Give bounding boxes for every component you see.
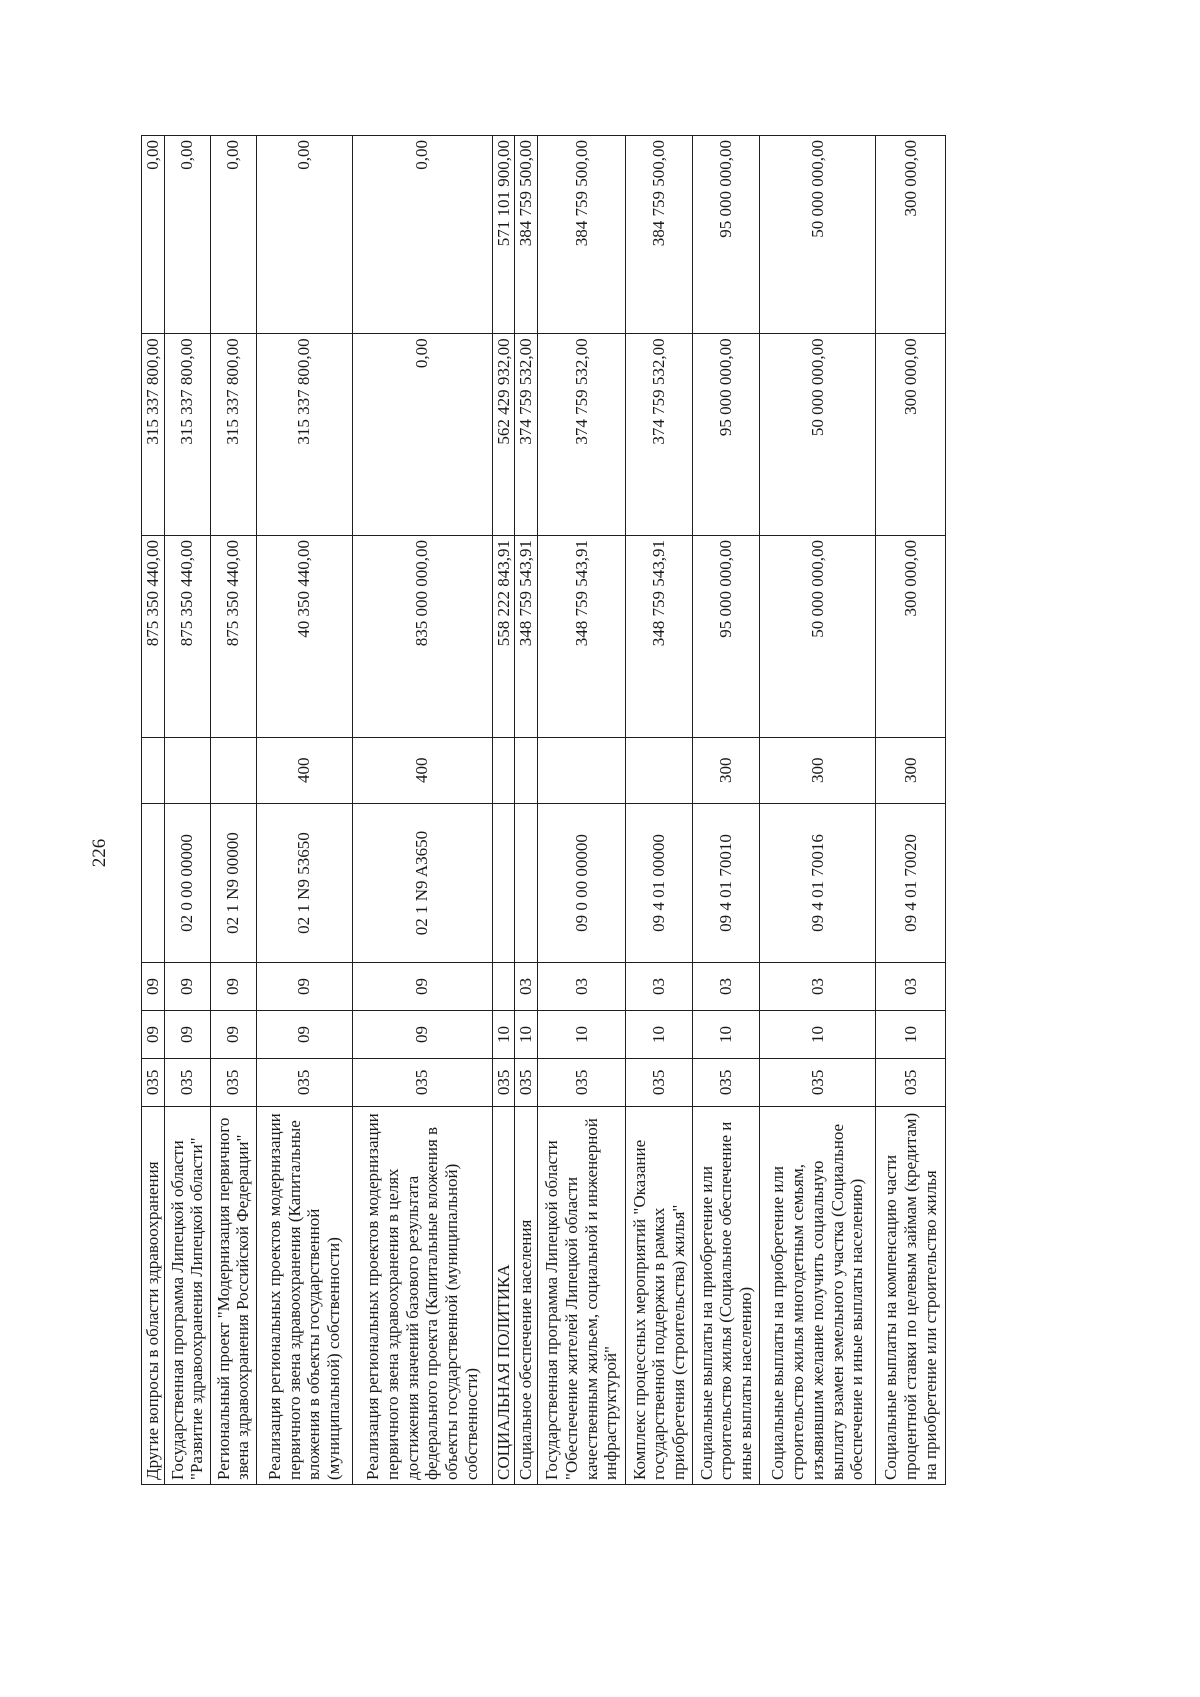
amount-year-3: 0,00 bbox=[256, 136, 352, 334]
row-name: Другие вопросы в области здравоохранения bbox=[142, 1106, 165, 1484]
glava-code: 035 bbox=[210, 1058, 256, 1106]
razdel-code: 10 bbox=[515, 1011, 538, 1059]
podrazdel-code: 09 bbox=[256, 963, 352, 1011]
amount-year-2: 95 000 000,00 bbox=[693, 334, 760, 536]
amount-year-3: 0,00 bbox=[352, 136, 492, 334]
razdel-code: 09 bbox=[352, 1011, 492, 1059]
amount-year-3: 384 759 500,00 bbox=[538, 136, 626, 334]
amount-year-3: 0,00 bbox=[210, 136, 256, 334]
table-row bbox=[352, 136, 492, 1485]
expense-type-code: 300 bbox=[760, 737, 876, 803]
glava-code: 035 bbox=[142, 1058, 165, 1106]
razdel-code: 10 bbox=[626, 1011, 693, 1059]
amount-year-2: 315 337 800,00 bbox=[256, 334, 352, 536]
table-row bbox=[492, 136, 515, 1485]
row-name: Государственная программа Липецкой области "Обеспечение жителей Липецкой области качественным жильем, социальной и инженерной инфраструктурой" bbox=[538, 1106, 626, 1484]
razdel-code: 09 bbox=[256, 1011, 352, 1059]
table-row bbox=[256, 136, 352, 1485]
amount-year-3: 384 759 500,00 bbox=[515, 136, 538, 334]
amount-year-2: 374 759 532,00 bbox=[515, 334, 538, 536]
glava-code: 035 bbox=[164, 1058, 210, 1106]
target-article-code: 09 4 01 00000 bbox=[626, 804, 693, 963]
table-row bbox=[164, 136, 210, 1485]
amount-year-2: 315 337 800,00 bbox=[210, 334, 256, 536]
table-row bbox=[210, 136, 256, 1485]
target-article-code: 02 1 N9 00000 bbox=[210, 804, 256, 963]
amount-year-2: 50 000 000,00 bbox=[760, 334, 876, 536]
table-row bbox=[876, 136, 946, 1485]
razdel-code: 09 bbox=[210, 1011, 256, 1059]
target-article-code bbox=[492, 804, 515, 963]
expense-type-code bbox=[538, 737, 626, 803]
amount-year-3: 95 000 000,00 bbox=[693, 136, 760, 334]
table-row bbox=[626, 136, 693, 1485]
podrazdel-code: 09 bbox=[142, 963, 165, 1011]
table-row bbox=[760, 136, 876, 1485]
amount-year-1: 875 350 440,00 bbox=[142, 535, 165, 737]
podrazdel-code: 03 bbox=[693, 963, 760, 1011]
amount-year-3: 300 000,00 bbox=[876, 136, 946, 334]
podrazdel-code: 03 bbox=[626, 963, 693, 1011]
row-name: Комплекс процессных мероприятий "Оказание государственной поддержки в рамках приобретения (строительства) жилья" bbox=[626, 1106, 693, 1484]
expense-type-code: 400 bbox=[352, 737, 492, 803]
target-article-code: 02 1 N9 A3650 bbox=[352, 804, 492, 963]
podrazdel-code: 03 bbox=[876, 963, 946, 1011]
podrazdel-code: 03 bbox=[515, 963, 538, 1011]
table-row bbox=[693, 136, 760, 1485]
amount-year-2: 315 337 800,00 bbox=[164, 334, 210, 536]
row-name: Реализация региональных проектов модернизации первичного звена здравоохранения в целях достижения значений базового результата федерального проекта (Капитальные вложения в объекты государственной (муниципальной) собственности) bbox=[352, 1106, 492, 1484]
expense-type-code bbox=[492, 737, 515, 803]
expense-type-code bbox=[164, 737, 210, 803]
expense-type-code: 400 bbox=[256, 737, 352, 803]
podrazdel-code: 03 bbox=[538, 963, 626, 1011]
amount-year-3: 0,00 bbox=[164, 136, 210, 334]
target-article-code: 09 4 01 70010 bbox=[693, 804, 760, 963]
podrazdel-code: 09 bbox=[352, 963, 492, 1011]
amount-year-1: 875 350 440,00 bbox=[164, 535, 210, 737]
target-article-code: 09 4 01 70020 bbox=[876, 804, 946, 963]
target-article-code bbox=[515, 804, 538, 963]
table-row bbox=[142, 136, 165, 1485]
amount-year-3: 0,00 bbox=[142, 136, 165, 334]
target-article-code bbox=[142, 804, 165, 963]
glava-code: 035 bbox=[538, 1058, 626, 1106]
razdel-code: 10 bbox=[492, 1011, 515, 1059]
podrazdel-code: 03 bbox=[760, 963, 876, 1011]
razdel-code: 09 bbox=[164, 1011, 210, 1059]
podrazdel-code bbox=[492, 963, 515, 1011]
amount-year-1: 875 350 440,00 bbox=[210, 535, 256, 737]
row-name: СОЦИАЛЬНАЯ ПОЛИТИКА bbox=[492, 1106, 515, 1484]
row-name: Реализация региональных проектов модернизации первичного звена здравоохранения (Капитальные вложения в объекты государственной (муниципальной) собственности) bbox=[256, 1106, 352, 1484]
amount-year-3: 50 000 000,00 bbox=[760, 136, 876, 334]
amount-year-1: 40 350 440,00 bbox=[256, 535, 352, 737]
row-name: Социальные выплаты на компенсацию части процентной ставки по целевым займам (кредитам) на приобретение или строительство жилья bbox=[876, 1106, 946, 1484]
amount-year-1: 95 000 000,00 bbox=[693, 535, 760, 737]
expense-type-code bbox=[210, 737, 256, 803]
amount-year-2: 374 759 532,00 bbox=[626, 334, 693, 536]
target-article-code: 02 1 N9 53650 bbox=[256, 804, 352, 963]
page-number: 226 bbox=[89, 838, 110, 868]
amount-year-2: 0,00 bbox=[352, 334, 492, 536]
amount-year-1: 348 759 543,91 bbox=[538, 535, 626, 737]
razdel-code: 10 bbox=[876, 1011, 946, 1059]
glava-code: 035 bbox=[693, 1058, 760, 1106]
amount-year-1: 348 759 543,91 bbox=[626, 535, 693, 737]
amount-year-1: 558 222 843,91 bbox=[492, 535, 515, 737]
row-name: Социальное обеспечение населения bbox=[515, 1106, 538, 1484]
razdel-code: 10 bbox=[693, 1011, 760, 1059]
glava-code: 035 bbox=[352, 1058, 492, 1106]
expense-type-code bbox=[515, 737, 538, 803]
expense-type-code bbox=[142, 737, 165, 803]
glava-code: 035 bbox=[492, 1058, 515, 1106]
target-article-code: 02 0 00 00000 bbox=[164, 804, 210, 963]
podrazdel-code: 09 bbox=[210, 963, 256, 1011]
amount-year-1: 348 759 543,91 bbox=[515, 535, 538, 737]
table-row bbox=[538, 136, 626, 1485]
amount-year-2: 374 759 532,00 bbox=[538, 334, 626, 536]
row-name: Региональный проект "Модернизация первичного звена здравоохранения Российской Федерации" bbox=[210, 1106, 256, 1484]
table-row bbox=[515, 136, 538, 1485]
amount-year-3: 571 101 900,00 bbox=[492, 136, 515, 334]
glava-code: 035 bbox=[256, 1058, 352, 1106]
razdel-code: 10 bbox=[538, 1011, 626, 1059]
razdel-code: 10 bbox=[760, 1011, 876, 1059]
amount-year-1: 300 000,00 bbox=[876, 535, 946, 737]
expense-type-code: 300 bbox=[876, 737, 946, 803]
row-name: Государственная программа Липецкой области "Развитие здравоохранения Липецкой области" bbox=[164, 1106, 210, 1484]
budget-table bbox=[141, 135, 946, 1485]
amount-year-1: 50 000 000,00 bbox=[760, 535, 876, 737]
amount-year-2: 300 000,00 bbox=[876, 334, 946, 536]
amount-year-2: 562 429 932,00 bbox=[492, 334, 515, 536]
target-article-code: 09 4 01 70016 bbox=[760, 804, 876, 963]
target-article-code: 09 0 00 00000 bbox=[538, 804, 626, 963]
razdel-code: 09 bbox=[142, 1011, 165, 1059]
expense-type-code bbox=[626, 737, 693, 803]
amount-year-1: 835 000 000,00 bbox=[352, 535, 492, 737]
amount-year-2: 315 337 800,00 bbox=[142, 334, 165, 536]
rotated-page-content bbox=[0, 115, 1172, 1683]
row-name: Социальные выплаты на приобретение или строительство жилья многодетным семьям, изъявившим желание получить социальную выплату взамен земельного участка (Социальное обеспечение и иные выплаты населению) bbox=[760, 1106, 876, 1484]
glava-code: 035 bbox=[626, 1058, 693, 1106]
amount-year-3: 384 759 500,00 bbox=[626, 136, 693, 334]
podrazdel-code: 09 bbox=[164, 963, 210, 1011]
glava-code: 035 bbox=[760, 1058, 876, 1106]
glava-code: 035 bbox=[515, 1058, 538, 1106]
row-name: Социальные выплаты на приобретение или строительство жилья (Социальное обеспечение и иные выплаты населению) bbox=[693, 1106, 760, 1484]
expense-type-code: 300 bbox=[693, 737, 760, 803]
glava-code: 035 bbox=[876, 1058, 946, 1106]
